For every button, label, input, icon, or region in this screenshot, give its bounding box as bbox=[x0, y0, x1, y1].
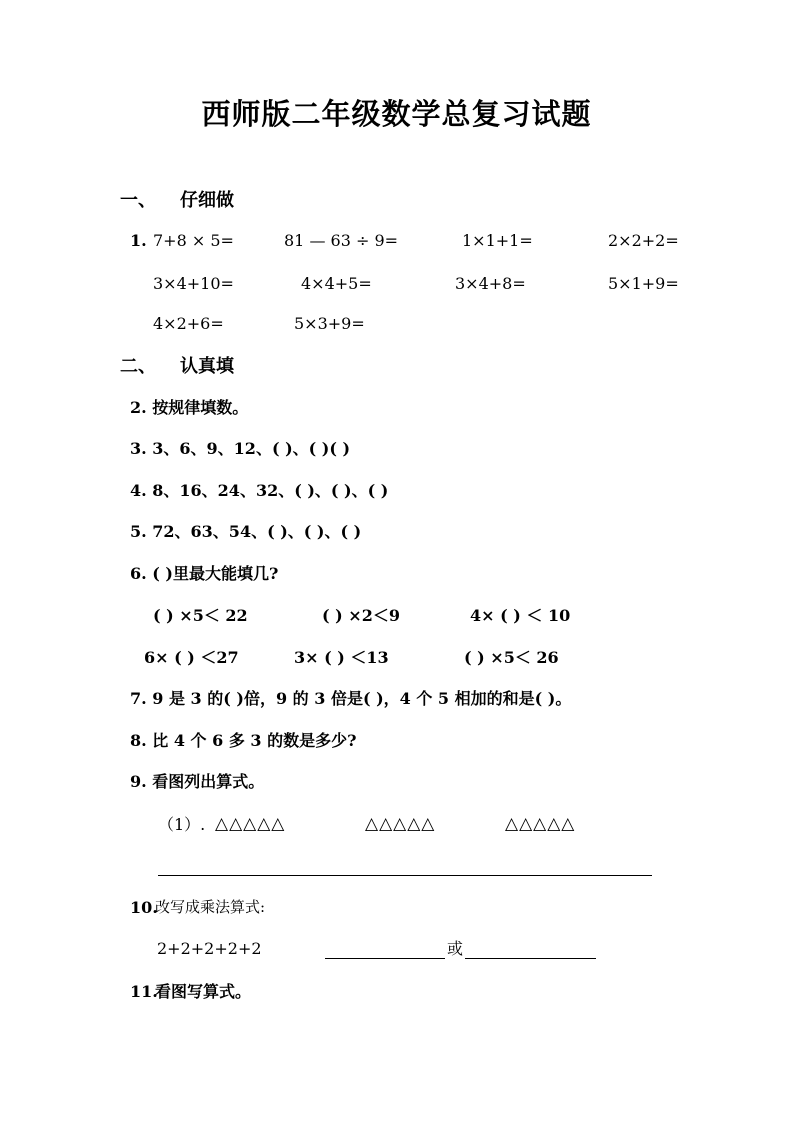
page-title: 西师版二年级数学总复习试题 bbox=[201, 97, 592, 131]
question-6: 6. ( )里最大能填几? bbox=[130, 564, 279, 583]
question-5: 5. 72、63、54、( )、( )、( ) bbox=[130, 522, 362, 541]
triangle-group-3: △△△△△ bbox=[505, 814, 576, 834]
calc-2-3: 3×4+8= bbox=[455, 274, 526, 293]
calc-2-1: 3×4+10= bbox=[153, 274, 234, 293]
question-10-expression: 2+2+2+2+2 bbox=[157, 939, 262, 958]
item1-label: 1. bbox=[130, 231, 147, 250]
inequality-2-2: 3× ( ) ＜13 bbox=[294, 648, 389, 667]
question-10-or: 或 bbox=[447, 939, 464, 958]
calc-1-4: 2×2+2= bbox=[608, 231, 679, 250]
calc-3-1: 4×2+6= bbox=[153, 314, 224, 333]
section2-number: 二、 bbox=[120, 356, 156, 377]
inequality-1-2: ( ) ×2＜9 bbox=[322, 606, 400, 625]
question-3: 3. 3、6、9、12、( )、( )( ) bbox=[130, 439, 351, 458]
question-11-text: 看图写算式。 bbox=[155, 982, 252, 1001]
question-9: 9. 看图列出算式。 bbox=[130, 772, 265, 791]
question-2: 2. 按规律填数。 bbox=[130, 398, 249, 417]
inequality-1-1: ( ) ×5＜ 22 bbox=[153, 606, 248, 625]
inequality-2-3: ( ) ×5＜ 26 bbox=[464, 648, 559, 667]
triangle-group-2: △△△△△ bbox=[365, 814, 436, 834]
calc-2-4: 5×1+9= bbox=[608, 274, 679, 293]
question-11-label: 11. bbox=[130, 982, 158, 1001]
answer-line-q10-b bbox=[465, 958, 596, 959]
question-9-sub-label: （1）. bbox=[158, 815, 206, 834]
question-10-label: 10. bbox=[130, 898, 158, 917]
question-7: 7. 9 是 3 的( )倍，9 的 3 倍是( )，4 个 5 相加的和是( )。 bbox=[130, 689, 572, 708]
calc-1-3: 1×1+1= bbox=[462, 231, 533, 250]
question-8: 8. 比 4 个 6 多 3 的数是多少? bbox=[130, 731, 357, 750]
section1-number: 一、 bbox=[120, 190, 156, 211]
calc-2-2: 4×4+5= bbox=[301, 274, 372, 293]
section1-heading: 仔细做 bbox=[180, 190, 234, 211]
calc-3-2: 5×3+9= bbox=[294, 314, 365, 333]
inequality-2-1: 6× ( ) ＜27 bbox=[144, 648, 239, 667]
calc-1-1: 7+8 × 5= bbox=[153, 231, 234, 250]
calc-1-2: 81 — 63 ÷ 9= bbox=[284, 231, 399, 250]
inequality-1-3: 4× ( ) ＜ 10 bbox=[470, 606, 571, 625]
question-4: 4. 8、16、24、32、( )、( )、( ) bbox=[130, 481, 389, 500]
triangle-group-1: △△△△△ bbox=[215, 814, 286, 834]
answer-line-q10-a bbox=[325, 958, 445, 959]
answer-line-q9 bbox=[158, 875, 652, 876]
section2-heading: 认真填 bbox=[180, 356, 234, 377]
question-10-text: 改写成乘法算式: bbox=[155, 898, 266, 916]
